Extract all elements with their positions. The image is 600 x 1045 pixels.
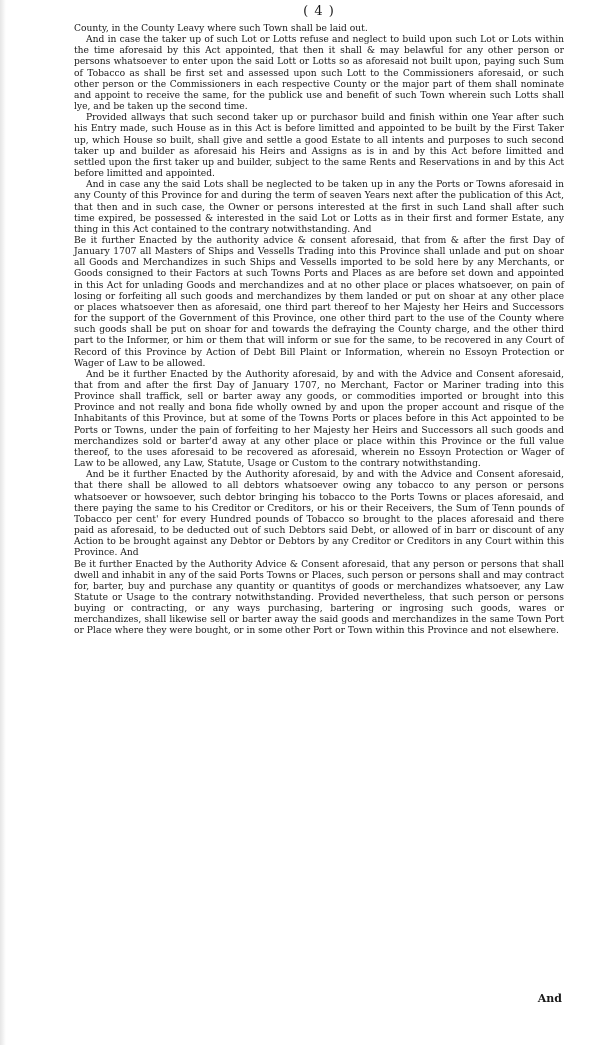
paragraph-seven-years: And in case any the said Lots shall be neglected to be taken up in any the Ports or Towns aforesaid in any County of this Province for and during the term of seaven Years next after the publication of this Act, that then and in such case, the Owner or persons interested at the first in such Land shall after such time expired, be possessed & interested in the said Lot or Lotts as in their first and former Estate, any thing in this Act contained to the contrary notwithstanding. And — [74, 180, 564, 235]
paragraph-masters-of-ships: Be it further Enacted by the authority advice & consent aforesaid, that from & after the first Day of January 1707 all Masters of Ships and Vessells Trading into this Province shall unlade and put on shoar all Goods and Merchandizes in such Ships and Vessells imported to be sold here by any Merchants, or Goods consigned to their Factors at such Towns Ports and Places as are before set down and appointed in this Act for unlading Goods and merchandizes and at no other place or places whatsoever, on pain of losing or forfeiting all such goods and merchandizes by them landed or put on shoar at any other place or places whatsoever then as aforesaid, one third part thereof to her Majesty her Heirs and Successors for the support of the Government of this Province, one other third part to the use of the County where such goods shall be put on shoar for and towards the defraying the County charge, and the other third part to the Informer, or him or them that will inform or sue for the same, to be recovered in any Court of Record of this Province by Action of Debt Bill Plaint or Information, wherein no Essoyn Protection or Wager of Law to be allowed. — [74, 235, 564, 369]
paragraph-town-inhabitants: Be it further Enacted by the Authority Advice & Consent aforesaid, that any person or persons that shall dwell and inhabit in any of the said Ports Towns or Places, such person or persons shall and may contract for, barter, buy and purchase any quantity or quantitys of goods or merchandizes whatsoever, any Law Statute or Usage to the contrary notwithstanding. Provided nevertheless, that such person or persons buying or contracting, or any ways purchasing, bartering or ingrosing such goods, wares or merchandizes, shall likewise sell or barter away the said goods and merchandizes in the same Town Port or Place where they were bought, or in some other Port or Town within this Province and not elsewhere. — [74, 559, 564, 637]
paragraph-debtors-allowance: And be it further Enacted by the Authority aforesaid, by and with the Advice and Consent aforesaid, that there shall be allowed to all debtors whatsoever owing any tobacco to any person or persons whatsoever or howsoever, such debtor bringing his tobacco to the Ports Towns or places aforesaid, and there paying the same to his Creditor or Creditors, or his or their Receivers, the Sum of Tenn pounds of Tobacco per cent' for every Hundred pounds of Tobacco so brought to the places aforesaid and there paid as aforesaid, to be deducted out of such Debtors said Debt, or allowed of in barr or discount of any Action to be brought against any Debtor or Debtors by any Creditor or Creditors in any Court within this Province. And — [74, 470, 564, 559]
paragraph-lot-neglect: And in case the taker up of such Lot or Lotts refuse and neglect to build upon such Lot or Lots within the time aforesaid by this Act appointed, that then it shall & may belawful for any other person or persons whatsoever to enter upon the said Lott or Lotts so as aforesaid not built upon, paying such Sum of Tobacco as shall be first set and assessed upon such Lott to the Commissioners aforesaid, or such other person or the Commissioners in each respective County or the major part of them shall nominate and appoint to receive the same, for the publick use and benefit of such Town wherein such Lotts shall lye, and be taken up the second time. — [74, 35, 564, 113]
paragraph-second-taker: Provided allways that such second taker up or purchasor build and finish within one Year after such his Entry made, such House as in this Act is before limitted and appointed to be built by the First Taker up, which House so built, shall give and settle a good Estate to all intents and purposes to such second taker up and builder as aforesaid his Heirs and Assigns as is in and by this Act before limitted and settled upon the first taker up and builder, subject to the same Rents and Reservations in and by this Act before limitted and appointed. — [74, 113, 564, 180]
paragraph-continuation: County, in the County Leavy where such Town shall be laid out. — [74, 24, 368, 34]
page-spine-shadow — [0, 0, 6, 1045]
paragraph-merchants-factors: And be it further Enacted by the Authority aforesaid, by and with the Advice and Consent aforesaid, that from and after the first Day of January 1707, no Merchant, Factor or Mariner trading into this Province shall traffick, sell or barter away any goods, or commodities imported or brought into this Province and not really and bona fide wholly owned by and upon the proper account and risque of the Inhabitants of this Province, but at some of the Towns Ports or places before in this Act appointed to be Ports or Towns, under the pain of forfeiting to her Majesty her Heirs and Successors all such goods and merchandizes sold or barter'd away at any other place or place within this Province or the full value thereof, to the uses aforesaid to be recovered as aforesaid, wherein no Essoyn Protection or Wager of Law to be allowed, any Law, Statute, Usage or Custom to the contrary notwithstanding. — [74, 369, 564, 470]
document-page — [74, 4, 564, 1034]
page-number: ( 4 ) — [303, 4, 335, 19]
body-text — [74, 24, 564, 638]
catchword: And — [537, 992, 562, 1005]
